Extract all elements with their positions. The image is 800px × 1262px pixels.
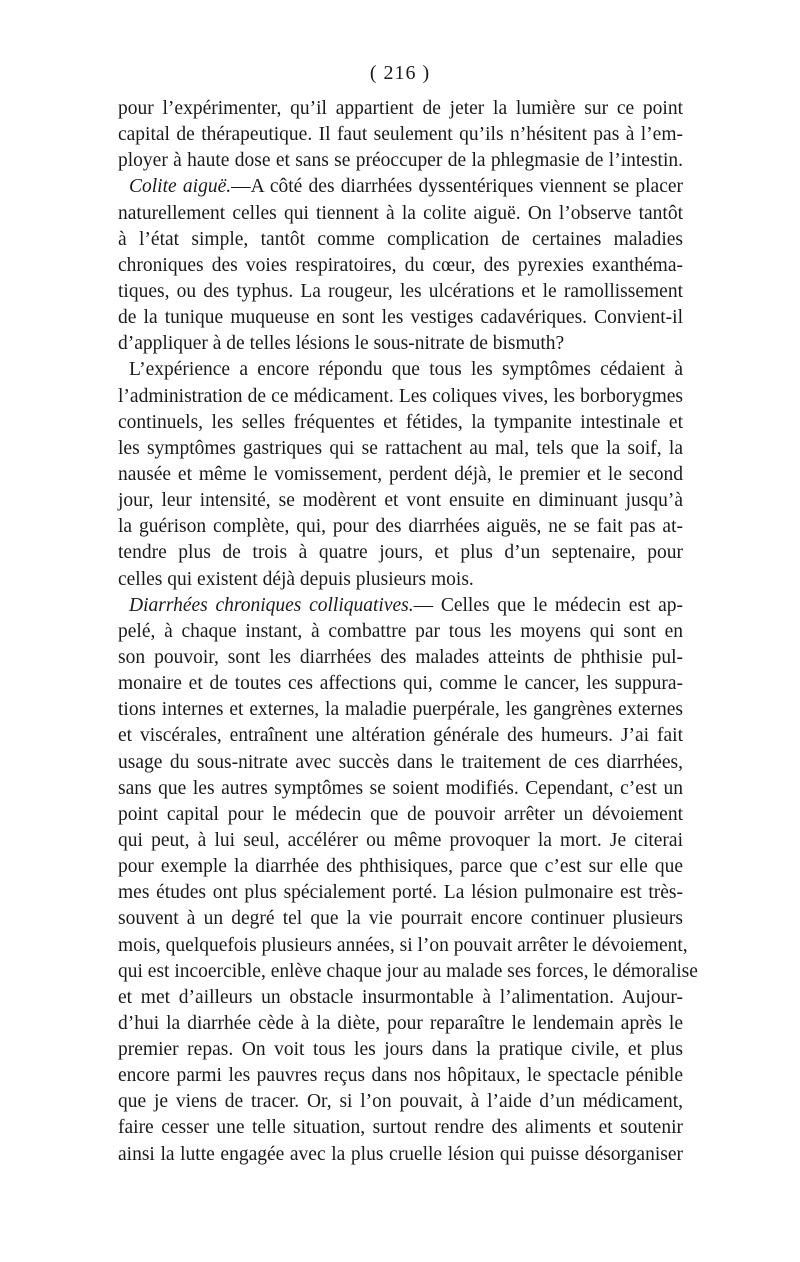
text-line: jour, leur intensité, se modèrent et vont ensuite en diminuant jusqu’à xyxy=(118,490,683,512)
text-line: l’administration de ce médicament. Les coliques vives, les borborygmes xyxy=(118,385,683,407)
text-line: sans que les autres symptômes se soient modifiés. Cependant, c’est un xyxy=(118,777,683,799)
text-line: qui peut, à lui seul, accélérer ou même provoquer la mort. Je citerai xyxy=(118,829,683,851)
section-heading-diarrhees-chroniques: Diarrhées chroniques colliquatives. xyxy=(129,594,414,616)
text-line: souvent à un degré tel que la vie pourrait encore continuer plusieurs xyxy=(118,908,683,930)
text-line: premier repas. On voit tous les jours dans la pratique civile, et plus xyxy=(118,1039,683,1061)
text-line: monaire et de toutes ces affections qui, comme le cancer, les suppura- xyxy=(118,673,683,695)
text-run: — Celles que le médecin est ap- xyxy=(413,594,683,616)
text-line: mes études ont plus spécialement porté. La lésion pulmonaire est très- xyxy=(118,882,683,904)
text-line: d’appliquer à de telles lésions le sous-nitrate de bismuth? xyxy=(118,333,565,355)
text-line: point capital pour le médecin que de pouvoir arrêter un dévoiement xyxy=(118,803,683,825)
text-line: pour exemple la diarrhée des phthisiques, parce que c’est sur elle que xyxy=(118,856,683,878)
text-line: de la tunique muqueuse en sont les vestiges cadavériques. Convient-il xyxy=(118,307,683,329)
text-line: encore parmi les pauvres reçus dans nos hôpitaux, le spectacle pénible xyxy=(118,1065,683,1087)
text-line: les symptômes gastriques qui se rattachent au mal, tels que la soif, la xyxy=(118,437,683,459)
text-line: L’expérience a encore répondu que tous les symptômes cédaient à xyxy=(129,359,683,381)
text-line: capital de thérapeutique. Il faut seulement qu’ils n’hésitent pas à l’em- xyxy=(118,124,683,146)
text-line: naturellement celles qui tiennent à la colite aiguë. On l’observe tantôt xyxy=(118,202,683,224)
text-line: faire cesser une telle situation, surtout rendre des aliments et soutenir xyxy=(118,1117,683,1139)
text-line: mois, quelquefois plusieurs années, si l’on pouvait arrêter le dévoiement, xyxy=(118,934,688,956)
text-line: tendre plus de trois à quatre jours, et plus d’un septenaire, pour xyxy=(118,542,683,564)
text-line: chroniques des voies respiratoires, du cœur, des pyrexies exanthéma- xyxy=(118,254,683,276)
text-line: son pouvoir, sont les diarrhées des malades atteints de phthisie pul- xyxy=(118,646,683,668)
text-line: tions internes et externes, la maladie puerpérale, les gangrènes externes xyxy=(118,699,683,721)
text-line: usage du sous-nitrate avec succès dans le traitement de ces diarrhées, xyxy=(118,751,683,773)
text-line: celles qui existent déjà depuis plusieurs mois. xyxy=(118,568,474,590)
section-heading-line xyxy=(118,593,683,619)
text-line: que je viens de tracer. Or, si l’on pouvait, à l’aide d’un médicament, xyxy=(118,1091,683,1113)
text-line: pelé, à chaque instant, à combattre par tous les moyens qui sont en xyxy=(118,620,683,642)
page-number: ( 216 ) xyxy=(369,62,431,84)
section-heading-line xyxy=(118,174,683,200)
text-run: —A côté des diarrhées dyssentériques viennent se placer xyxy=(231,176,683,198)
text-line: nausée et même le vomissement, perdent déjà, le premier et le second xyxy=(118,463,683,485)
text-line: ainsi la lutte engagée avec la plus cruelle lésion qui puisse désorganiser xyxy=(118,1143,683,1165)
text-line: tiques, ou des typhus. La rougeur, les ulcérations et le ramollissement xyxy=(118,280,683,302)
text-line: ployer à haute dose et sans se préoccuper de la phlegmasie de l’intestin. xyxy=(118,150,683,172)
body-text xyxy=(118,96,698,1168)
text-line: d’hui la diarrhée cède à la diète, pour reparaître le lendemain après le xyxy=(118,1012,683,1034)
text-line: qui est incoercible, enlève chaque jour au malade ses forces, le démoralise xyxy=(118,960,698,982)
text-line: continuels, les selles fréquentes et fétides, la tympanite intestinale et xyxy=(118,411,683,433)
text-line: à l’état simple, tantôt comme complication de certaines maladies xyxy=(118,228,683,250)
text-line: et met d’ailleurs un obstacle insurmontable à l’alimentation. Aujour- xyxy=(118,986,683,1008)
text-line: pour l’expérimenter, qu’il appartient de jeter la lumière sur ce point xyxy=(118,98,683,119)
text-line: et viscérales, entraînent une altération générale des humeurs. J’ai fait xyxy=(118,725,683,747)
section-heading-colite-aigue: Colite aiguë. xyxy=(129,176,232,198)
text-line: la guérison complète, qui, pour des diarrhées aiguës, ne se fait pas at- xyxy=(118,516,683,538)
